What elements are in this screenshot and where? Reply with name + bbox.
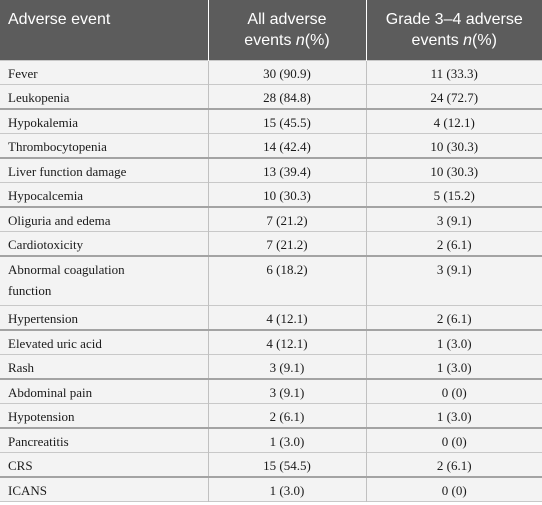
all-events-value: 1 (3.0) (208, 477, 366, 502)
all-events-value: 7 (21.2) (208, 207, 366, 232)
all-events-value: 28 (84.8) (208, 85, 366, 110)
table-row (0, 305, 542, 330)
header-grade-line1: Grade 3–4 adverse (385, 11, 523, 28)
event-name: Elevated uric acid (0, 330, 208, 355)
table-row (0, 354, 542, 379)
all-events-value: 10 (30.3) (208, 183, 366, 208)
event-name: Hypokalemia (0, 109, 208, 134)
grade-events-value: 1 (3.0) (436, 408, 472, 424)
event-name: Fever (0, 60, 208, 85)
all-events-value: 4 (12.1) (208, 330, 366, 355)
all-events-value: 4 (12.1) (208, 305, 366, 330)
grade-events-value: 3 (9.1) (436, 262, 472, 277)
grade-events-value: 2 (6.1) (436, 237, 472, 252)
header-all-line2: events (244, 32, 292, 49)
header-grade-n: n (463, 32, 473, 49)
header-adverse-event: Adverse event (0, 0, 208, 60)
event-name: Pancreatitis (0, 428, 208, 453)
header-all-n: n (295, 32, 305, 49)
event-name: CRS (0, 452, 208, 477)
header-all-line1: All adverse (247, 11, 327, 28)
event-name (0, 256, 208, 305)
all-events-value: 7 (21.2) (208, 232, 366, 257)
grade-events-value: 2 (6.1) (436, 457, 472, 473)
grade-events-value: 3 (9.1) (436, 213, 472, 228)
header-row (0, 0, 542, 60)
table-row (0, 85, 542, 110)
grade-events-value: 1 (3.0) (436, 335, 472, 351)
table-row (0, 109, 542, 134)
table-row (0, 60, 542, 85)
event-name: Liver function damage (0, 158, 208, 183)
grade-events-value: 10 (30.3) (430, 164, 479, 179)
table-row (0, 256, 542, 305)
header-all-adverse-events (208, 0, 366, 60)
all-events-value: 1 (3.0) (208, 428, 366, 453)
event-name: Hypertension (0, 305, 208, 330)
event-name: Hypocalcemia (0, 183, 208, 208)
table-row (0, 158, 542, 183)
grade-events-value: 4 (12.1) (433, 115, 475, 130)
event-name-line1: Abnormal coagulation (8, 262, 125, 277)
event-name: Oliguria and edema (0, 207, 208, 232)
event-name: Rash (0, 354, 208, 379)
event-name: Hypotension (0, 403, 208, 428)
header-grade-pct: (%) (472, 32, 497, 49)
event-name-line2: function (8, 283, 52, 298)
table-row (0, 428, 542, 453)
table-row (0, 232, 542, 257)
header-grade-3-4-events (366, 0, 542, 60)
all-events-value: 2 (6.1) (208, 403, 366, 428)
table-row (0, 134, 542, 159)
all-events-value: 6 (18.2) (208, 256, 366, 305)
header-grade-line2: events (411, 32, 459, 49)
table-row (0, 452, 542, 477)
table-row (0, 330, 542, 355)
all-events-value: 30 (90.9) (208, 60, 366, 85)
grade-events-value: 0 (0) (441, 433, 467, 449)
all-events-value: 14 (42.4) (208, 134, 366, 159)
grade-events-value: 5 (15.2) (433, 188, 475, 203)
all-events-value: 15 (54.5) (208, 452, 366, 477)
grade-events-value: 11 (33.3) (430, 65, 478, 81)
all-events-value: 13 (39.4) (208, 158, 366, 183)
table-row (0, 379, 542, 404)
header-all-pct: (%) (304, 32, 330, 49)
table-row (0, 403, 542, 428)
grade-events-value: 2 (6.1) (436, 310, 472, 326)
all-events-value: 15 (45.5) (208, 109, 366, 134)
grade-events-value: 24 (72.7) (430, 90, 479, 105)
event-name: Abdominal pain (0, 379, 208, 404)
table-row (0, 477, 542, 502)
event-name: Cardiotoxicity (0, 232, 208, 257)
table-row (0, 183, 542, 208)
grade-events-value: 10 (30.3) (430, 139, 479, 154)
event-name: ICANS (0, 477, 208, 502)
grade-events-value: 1 (3.0) (436, 359, 472, 375)
all-events-value: 3 (9.1) (208, 379, 366, 404)
event-name: Thrombocytopenia (0, 134, 208, 159)
all-events-value: 3 (9.1) (208, 354, 366, 379)
grade-events-value: 0 (0) (441, 384, 467, 400)
grade-events-value: 0 (0) (441, 482, 467, 498)
event-name: Leukopenia (0, 85, 208, 110)
table-row (0, 207, 542, 232)
